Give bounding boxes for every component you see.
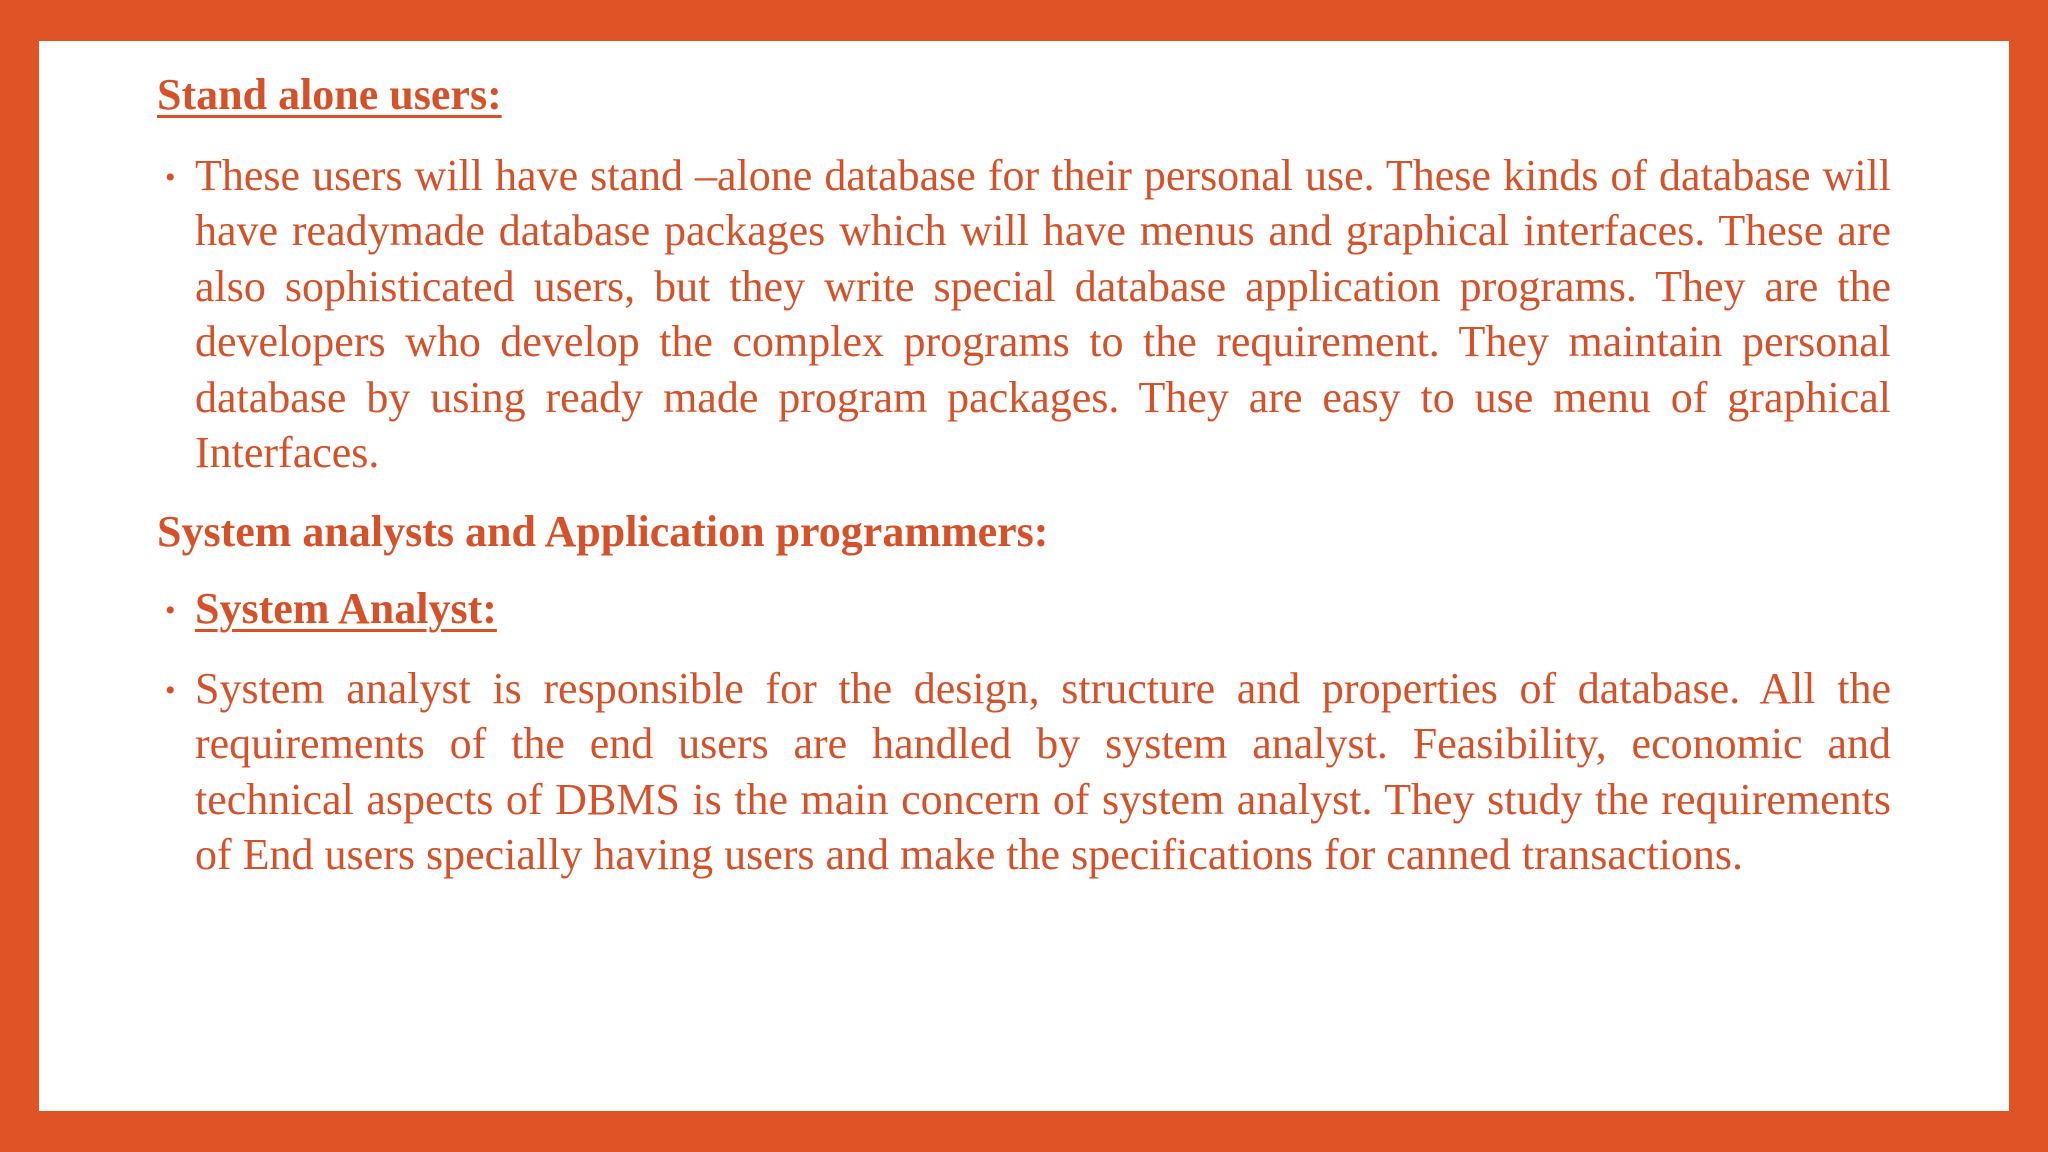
bullet-text: System analyst is responsible for the design, structure and properties of database. All the requirements of the end users are handled by system analyst. Feasibility, economic and technical aspects of DBMS is the main concern of system analyst. They study the requirements of End users specially having users and make the specifications for canned transactions.: [195, 663, 1891, 879]
bullet-dot-icon: •: [165, 160, 176, 194]
slide-content: [39, 41, 2009, 1111]
section-heading-stand-alone-users: Stand alone users:: [157, 70, 502, 119]
bullet-dot-icon: •: [165, 673, 176, 707]
bullet-text: These users will have stand –alone database for their personal use. These kinds of database will have readymade database packages which will have menus and graphical interfaces. These are also sophisticated users, but they write special database application programs. They are the developers who develop the complex programs to the requirement. They maintain personal database by using ready made program packages. They are easy to use menu of graphical Interfaces.: [195, 150, 1891, 477]
bullet-stand-alone-description: [157, 148, 1891, 481]
bullet-dot-icon: •: [165, 594, 176, 628]
section-heading-system-analysts: System analysts and Application programmers:: [157, 507, 1049, 557]
bullet-system-analyst-description: [157, 661, 1891, 883]
bullet-system-analyst-subheading: [157, 581, 1891, 636]
subheading-system-analyst: System Analyst:: [195, 584, 497, 634]
content-inner: [157, 69, 1891, 882]
